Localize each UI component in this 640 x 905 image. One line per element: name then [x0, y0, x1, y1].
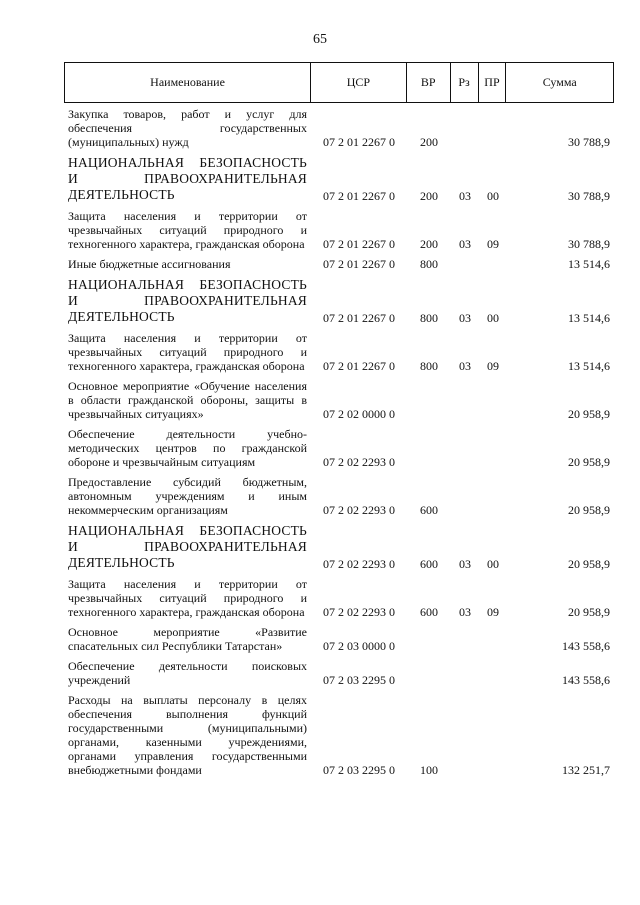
row-rz-cell: 03	[459, 189, 471, 203]
row-csr-cell: 07 2 01 2267 0	[323, 311, 395, 325]
row-vr-cell: 100	[420, 763, 438, 777]
row-sum-cell: 20 958,9	[568, 503, 610, 517]
table-row	[64, 475, 614, 517]
row-rz-cell: 03	[459, 605, 471, 619]
row-name-cell: НАЦИОНАЛЬНАЯ БЕЗОПАСНОСТЬ И ПРАВООХРАНИТЕЛЬНАЯ ДЕЯТЕЛЬНОСТЬ	[68, 155, 307, 202]
row-name-cell: НАЦИОНАЛЬНАЯ БЕЗОПАСНОСТЬ И ПРАВООХРАНИТЕЛЬНАЯ ДЕЯТЕЛЬНОСТЬ	[68, 277, 307, 324]
row-rz-cell: 03	[459, 557, 471, 571]
table-row	[64, 693, 614, 777]
row-name-cell: Защита населения и территории от чрезвычайных ситуаций природного и техногенного характера, гражданская оборона	[68, 331, 307, 373]
row-csr-cell: 07 2 01 2267 0	[323, 135, 395, 149]
row-pr-cell: 00	[487, 557, 499, 571]
row-name-cell: Основное мероприятие «Обучение населения в области гражданской обороны, защиты в чрезвычайных ситуациях»	[68, 379, 307, 421]
row-vr-cell: 200	[420, 237, 438, 251]
row-rz-cell: 03	[459, 237, 471, 251]
row-sum-cell: 30 788,9	[568, 135, 610, 149]
row-name-cell: Расходы на выплаты персоналу в целях обеспечения выполнения функций государственными (муниципальными) органами, казенными учреждениями, органами управления государственными внебюджетными фондами	[68, 693, 307, 777]
table-row	[64, 659, 614, 687]
table-row	[64, 155, 614, 203]
row-vr-cell: 800	[420, 311, 438, 325]
row-rz-cell: 03	[459, 359, 471, 373]
header-rz: Рз	[451, 63, 479, 102]
row-vr-cell: 200	[420, 189, 438, 203]
row-name-cell: Обеспечение деятельности поисковых учреждений	[68, 659, 307, 687]
row-sum-cell: 132 251,7	[562, 763, 610, 777]
row-rz-cell: 03	[459, 311, 471, 325]
row-sum-cell: 20 958,9	[568, 605, 610, 619]
table-row	[64, 209, 614, 251]
row-name-cell: Предоставление субсидий бюджетным, автономным учреждениям и иным некоммерческим организациям	[68, 475, 307, 517]
table-row	[64, 427, 614, 469]
row-name-cell: Основное мероприятие «Развитие спасательных сил Республики Татарстан»	[68, 625, 307, 653]
row-csr-cell: 07 2 02 0000 0	[323, 407, 395, 421]
row-csr-cell: 07 2 02 2293 0	[323, 605, 395, 619]
row-name-cell: Защита населения и территории от чрезвычайных ситуаций природного и техногенного характера, гражданская оборона	[68, 209, 307, 251]
row-sum-cell: 20 958,9	[568, 557, 610, 571]
row-name-cell: Обеспечение деятельности учебно-методических центров по гражданской обороне и чрезвычайным ситуациям	[68, 427, 307, 469]
row-vr-cell: 800	[420, 359, 438, 373]
row-sum-cell: 30 788,9	[568, 189, 610, 203]
row-csr-cell: 07 2 01 2267 0	[323, 189, 395, 203]
row-name-cell: Иные бюджетные ассигнования	[68, 257, 231, 271]
row-pr-cell: 09	[487, 237, 499, 251]
page-number: 65	[313, 32, 327, 47]
row-pr-cell: 00	[487, 311, 499, 325]
row-sum-cell: 143 558,6	[562, 639, 610, 653]
row-sum-cell: 13 514,6	[568, 257, 610, 271]
row-pr-cell: 00	[487, 189, 499, 203]
row-sum-cell: 143 558,6	[562, 673, 610, 687]
row-vr-cell: 600	[420, 503, 438, 517]
row-pr-cell: 09	[487, 359, 499, 373]
row-sum-cell: 20 958,9	[568, 407, 610, 421]
row-csr-cell: 07 2 03 2295 0	[323, 763, 395, 777]
row-csr-cell: 07 2 01 2267 0	[323, 237, 395, 251]
table-row	[64, 331, 614, 373]
row-name-cell: Защита населения и территории от чрезвычайных ситуаций природного и техногенного характера, гражданская оборона	[68, 577, 307, 619]
table-header	[64, 62, 614, 103]
row-sum-cell: 30 788,9	[568, 237, 610, 251]
row-sum-cell: 20 958,9	[568, 455, 610, 469]
table-row	[64, 257, 614, 271]
header-vr: ВР	[407, 63, 451, 102]
table-row	[64, 379, 614, 421]
header-sum: Сумма	[542, 75, 577, 89]
row-name-cell: Закупка товаров, работ и услуг для обеспечения государственных (муниципальных) нужд	[68, 107, 307, 149]
row-sum-cell: 13 514,6	[568, 359, 610, 373]
row-vr-cell: 600	[420, 605, 438, 619]
row-vr-cell: 600	[420, 557, 438, 571]
table-row	[64, 577, 614, 619]
header-pr: ПР	[479, 63, 507, 102]
row-csr-cell: 07 2 02 2293 0	[323, 455, 395, 469]
row-sum-cell: 13 514,6	[568, 311, 610, 325]
header-name: Наименование	[65, 63, 311, 102]
row-pr-cell: 09	[487, 605, 499, 619]
row-csr-cell: 07 2 03 0000 0	[323, 639, 395, 653]
table-row	[64, 107, 614, 149]
row-csr-cell: 07 2 01 2267 0	[323, 359, 395, 373]
row-csr-cell: 07 2 02 2293 0	[323, 503, 395, 517]
row-vr-cell: 200	[420, 135, 438, 149]
row-csr-cell: 07 2 03 2295 0	[323, 673, 395, 687]
row-name-cell: НАЦИОНАЛЬНАЯ БЕЗОПАСНОСТЬ И ПРАВООХРАНИТЕЛЬНАЯ ДЕЯТЕЛЬНОСТЬ	[68, 523, 307, 570]
row-vr-cell: 800	[420, 257, 438, 271]
table-row	[64, 625, 614, 653]
table-row	[64, 523, 614, 571]
row-csr-cell: 07 2 01 2267 0	[323, 257, 395, 271]
table-row	[64, 277, 614, 325]
table-body	[64, 107, 614, 783]
header-csr: ЦСР	[311, 63, 407, 102]
row-csr-cell: 07 2 02 2293 0	[323, 557, 395, 571]
